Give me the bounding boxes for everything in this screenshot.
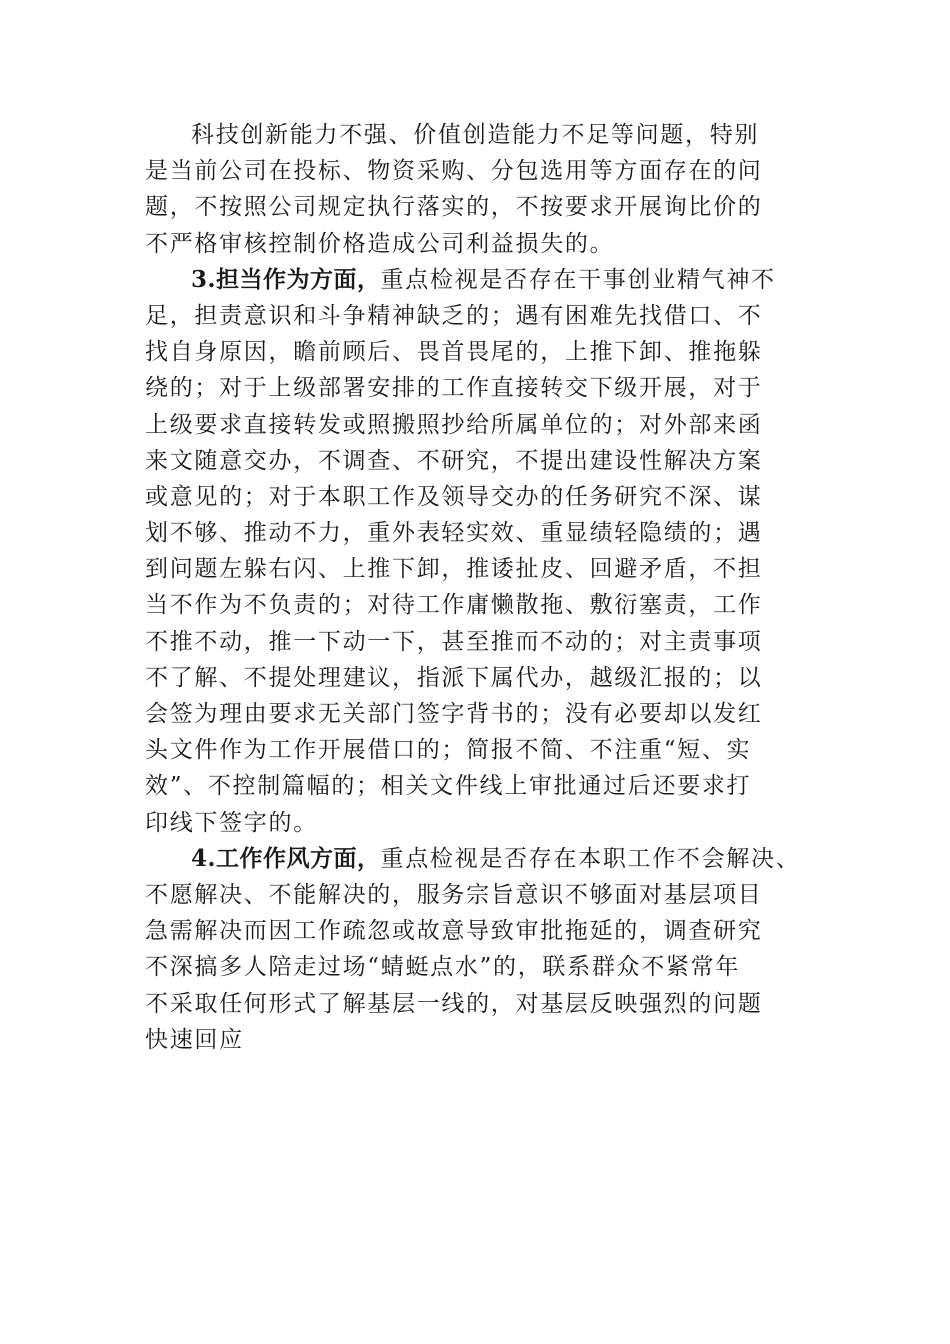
- body-text: [145, 117, 805, 1058]
- heading-line-rest: 重点检视是否存在本职工作不会解决、: [380, 845, 801, 872]
- text-line: 不深搞多人陪走过场“蜻蜓点水”的，联系群众不紧常年: [145, 954, 741, 981]
- text-line: 急需解决而因工作疏忽或故意导致审批拖延的，调查研究: [145, 918, 763, 945]
- text-line: 快速回应: [145, 1026, 244, 1053]
- heading-line-rest: 重点检视是否存在干事创业精气神不: [380, 266, 776, 293]
- text-line: 是当前公司在投标、物资采购、分包选用等方面存在的问: [145, 158, 763, 185]
- text-line: 划不够、推动不力，重外表轻实效、重显绩轻隐绩的；遇: [145, 520, 763, 547]
- text-line: 效”、不控制篇幅的；相关文件线上审批通过后还要求打: [145, 773, 752, 800]
- text-line: 头文件作为工作开展借口的；简报不简、不注重“短、实: [145, 737, 752, 764]
- text-line: 绕的；对于上级部署安排的工作直接转交下级开展，对于: [145, 375, 763, 402]
- text-line: 足，担责意识和斗争精神缺乏的；遇有困难先找借口、不: [145, 302, 763, 329]
- paragraph-first-line: [145, 841, 805, 877]
- text-line: 不严格审核控制价格造成公司利益损失的。: [145, 230, 615, 257]
- text-line: 不采取任何形式了解基层一线的，对基层反映强烈的问题: [145, 990, 763, 1017]
- text-line: 上级要求直接转发或照搬照抄给所属单位的；对外部来函: [145, 411, 763, 438]
- text-line: 不推不动，推一下动一下，甚至推而不动的；对主责事项: [145, 628, 763, 655]
- section-heading-3: 3.担当作为方面，: [191, 265, 381, 293]
- text-line: 印线下签字的。: [145, 809, 318, 836]
- paragraph-first-line: [145, 262, 805, 298]
- text-line: 不愿解决、不能解决的，服务宗旨意识不够面对基层项目: [145, 881, 763, 908]
- text-line: 来文随意交办，不调查、不研究，不提出建设性解决方案: [145, 447, 763, 474]
- text-line: 找自身原因，瞻前顾后、畏首畏尾的，上推下卸、推拖躲: [145, 339, 763, 366]
- text-line: 科技创新能力不强、价值创造能力不足等问题，特别: [191, 122, 760, 148]
- text-line: 到问题左躲右闪、上推下卸，推诿扯皮、回避矛盾，不担: [145, 556, 763, 583]
- text-line: 或意见的；对于本职工作及领导交办的任务研究不深、谋: [145, 483, 763, 510]
- text-line: 不了解、不提处理建议，指派下属代办，越级汇报的；以: [145, 664, 763, 691]
- text-line: 会签为理由要求无关部门签字背书的；没有必要却以发红: [145, 701, 763, 727]
- text-line: 当不作为不负责的；对待工作庸懒散拖、敷衍塞责，工作: [145, 592, 763, 619]
- text-line: 题，不按照公司规定执行落实的，不按要求开展询比价的: [145, 194, 763, 221]
- section-heading-4: 4.工作作风方面，: [191, 844, 381, 872]
